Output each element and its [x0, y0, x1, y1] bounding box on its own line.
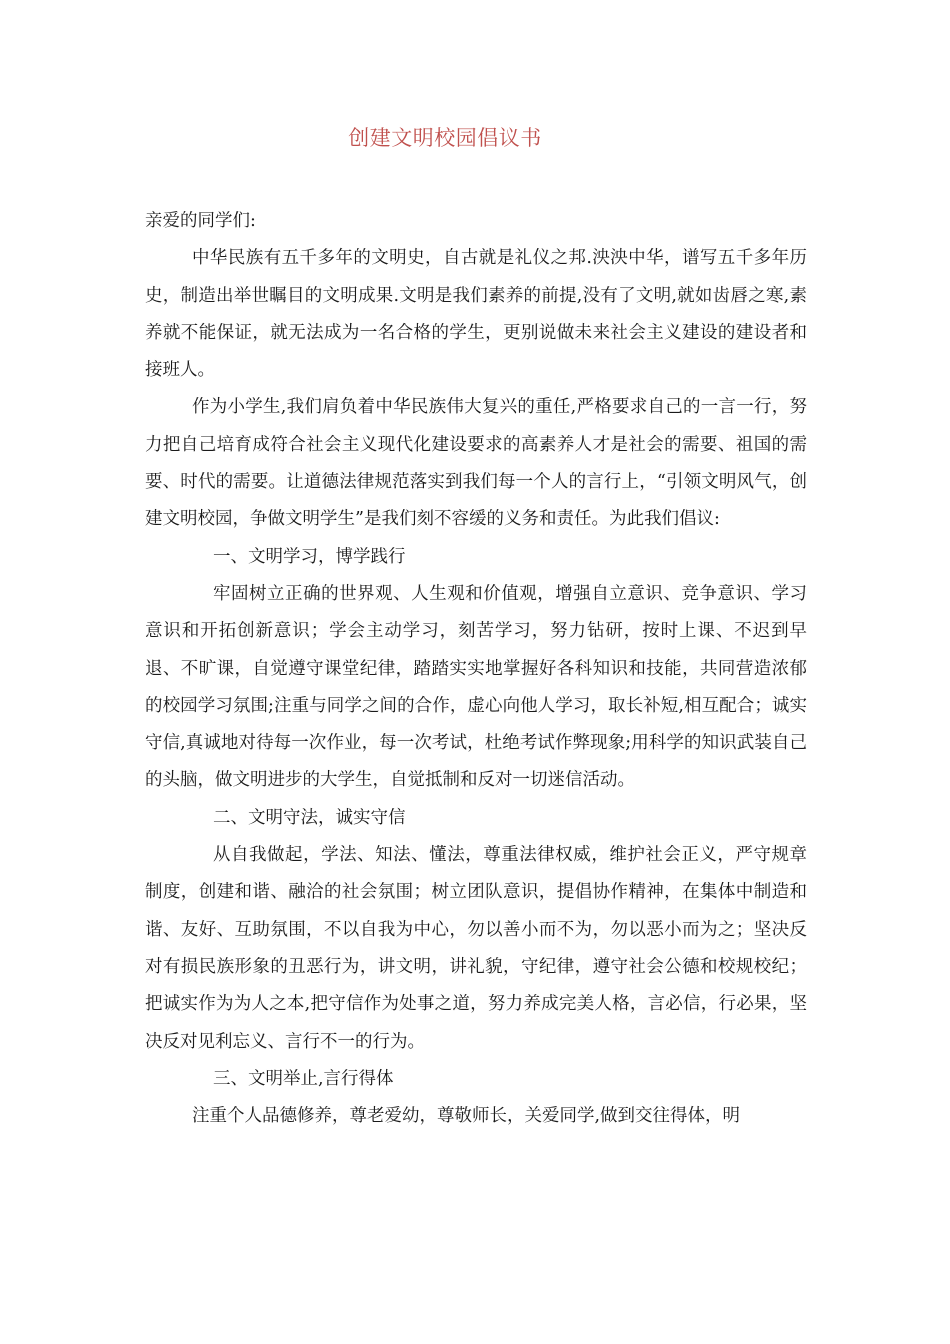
section-text-law: 从自我做起，学法、知法、懂法，尊重法律权威，维护社会正义，严守规章制度，创建和谐、融洽的社会氛围；树立团队意识，提倡协作精神，在集体中制造和谐、友好、互助氛围，不以自我为中心，勿以善小而不为，勿以恶小而为之；坚决反对有损民族形象的丑恶行为，讲文明，讲礼貌，守纪律，遵守社会公德和校规校纪；把诚实作为为人之本,把守信作为处事之道，努力养成完美人格，言必信，行必果，坚决反对见利忘义、言行不一的行为。	[145, 845, 807, 1052]
paragraph-responsibility: 作为小学生,我们肩负着中华民族伟大复兴的重任,严格要求自己的一言一行，努力把自己培育成符合社会主义现代化建设要求的高素养人才是社会的需要、祖国的需要、时代的需要。让道德法律规范落实到我们每一个人的言行上，“引领文明风气，创建文明校园，争做文明学生”是我们刻不容缓的义务和责任。为此我们倡议:	[145, 397, 807, 530]
paragraph-intro: 中华民族有五千多年的文明史，自古就是礼仪之邦.泱泱中华，谱写五千多年历史，制造出举世瞩目的文明成果.文明是我们素养的前提,没有了文明,就如齿唇之寒,素养就不能保证，就无法成为一名合格的学生，更别说做未来社会主义建设的建设者和接班人。	[145, 248, 807, 381]
section-heading-law: 二、文明守法，诚实守信	[213, 807, 406, 828]
section-text-study: 牢固树立正确的世界观、人生观和价值观，增强自立意识、竞争意识、学习意识和开拓创新意识；学会主动学习，刻苦学习，努力钻研，按时上课、不迟到早退、不旷课，自觉遵守课堂纪律，踏踏实实地掌握好各科知识和技能，共同营造浓郁的校园学习氛围;注重与同学之间的合作，虚心向他人学习，取长补短,相互配合；诚实守信,真诚地对待每一次作业，每一次考试，杜绝考试作弊现象;用科学的知识武装自己的头脑，做文明进步的大学生，自觉抵制和反对一切迷信活动。	[145, 583, 807, 791]
greeting: 亲爱的同学们:	[145, 211, 256, 231]
section-heading-conduct: 三、文明举止,言行得体	[213, 1068, 394, 1089]
document-body	[145, 203, 807, 1135]
section-heading-study: 一、文明学习，博学践行	[213, 546, 406, 567]
section-text-conduct: 注重个人品德修养，尊老爱幼，尊敬师长，关爱同学,做到交往得体，明	[192, 1106, 741, 1127]
document-title: 创建文明校园倡议书	[348, 126, 542, 150]
